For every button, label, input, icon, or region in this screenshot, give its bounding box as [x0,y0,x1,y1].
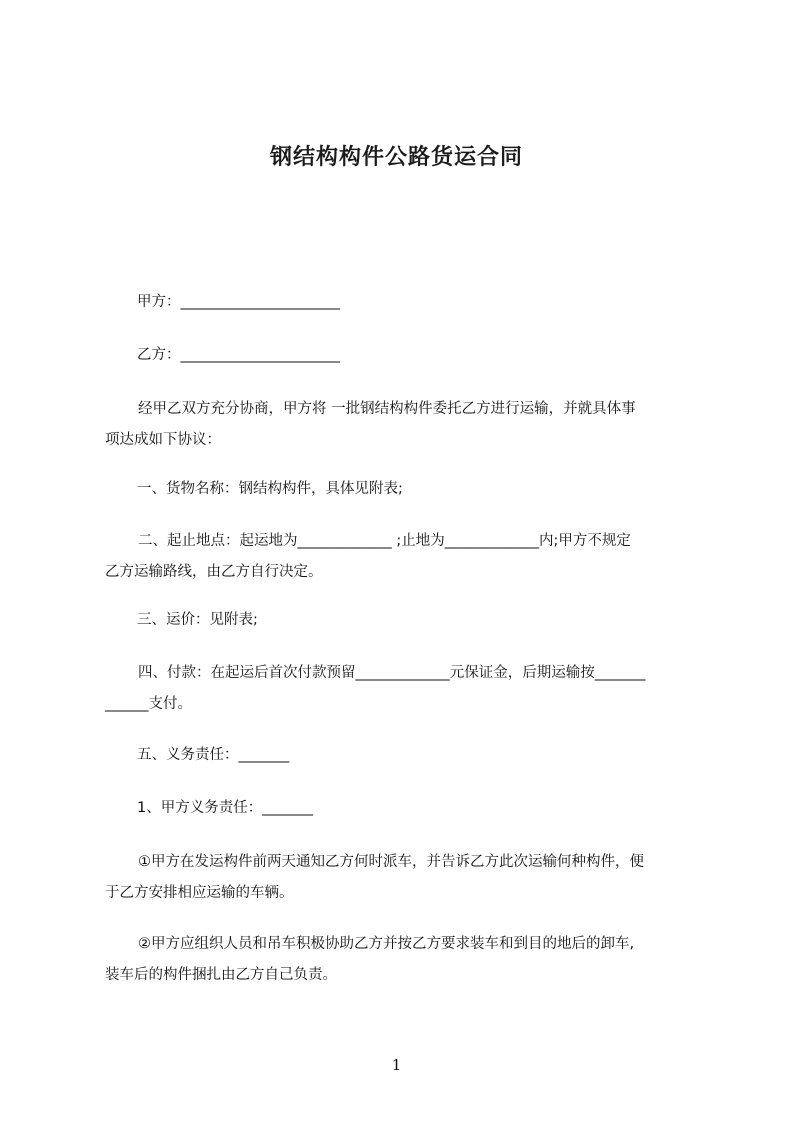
clause-4-line-1: 四、付款：在起运后首次付款预留_____________元保证金，后期运输按_______ [138,665,646,681]
party-a-line: 甲方：______________________ [137,294,340,310]
clause-4-paragraph [105,658,705,720]
clause-1: 一、货物名称：钢结构构件，具体见附表; [137,481,403,497]
item-2-paragraph [105,929,705,991]
sub-clause-1: 1、甲方义务责任：_______ [137,800,313,816]
clause-2-line-1: 二、起止地点：起运地为_____________ ;止地为_____________内;甲方不规定 [138,533,631,549]
item-1-paragraph [105,847,705,909]
intro-paragraph [105,394,705,456]
item-2-line-2: 装车后的构件捆扎由乙方自己负责。 [105,967,337,983]
item-1-line-1: ①甲方在发运构件前两天通知乙方何时派车，并告诉乙方此次运输何种构件，便 [138,854,644,870]
clause-2-line-2: 乙方运输路线，由乙方自行决定。 [105,564,323,580]
intro-line-1: 经甲乙双方充分协商，甲方将 一批钢结构构件委托乙方进行运输，并就具体事 [138,401,636,417]
item-1-line-2: 于乙方安排相应运输的车辆。 [105,885,294,901]
page-number: 1 [391,1056,402,1074]
item-2-line-1: ②甲方应组织人员和吊车积极协助乙方并按乙方要求装车和到目的地后的卸车, [138,936,635,952]
clause-5: 五、义务责任：_______ [137,747,290,763]
clause-4-line-2: ______支付。 [105,696,192,712]
clause-2-paragraph [105,526,705,588]
party-b-line: 乙方：______________________ [137,347,340,363]
document-title: 钢结构构件公路货运合同 [269,145,523,170]
clause-3: 三、运价：见附表; [137,612,258,628]
intro-line-2: 项达成如下协议： [105,432,221,448]
